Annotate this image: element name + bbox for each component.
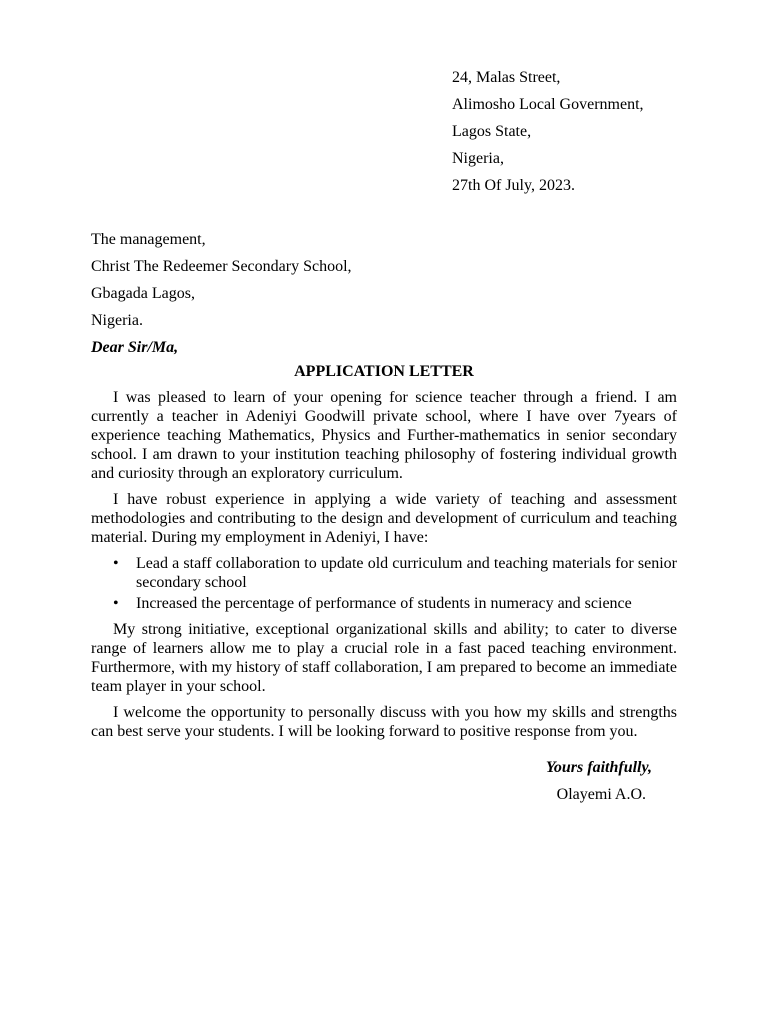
sender-state: Lagos State, xyxy=(452,123,532,140)
bullet-icon: • xyxy=(113,595,119,612)
salutation: Dear Sir/Ma, xyxy=(91,339,179,356)
body-paragraph: I have robust experience in applying a wide variety of teaching and assessment methodologies and contributing to the design and development of curriculum and teaching material. During my employment in Adeniyi, I have: xyxy=(91,491,677,546)
body-paragraph: My strong initiative, exceptional organizational skills and ability; to cater to diverse range of learners allow me to play a crucial role in a fast paced teaching environment. Furthermore, with my history of staff collaboration, I am prepared to become an immediate team player in your school. xyxy=(91,621,677,695)
signature-name: Olayemi A.O. xyxy=(556,786,646,803)
recipient-country: Nigeria. xyxy=(91,312,143,329)
sender-country: Nigeria, xyxy=(452,150,504,167)
bullet-icon: • xyxy=(113,555,119,572)
closing-phrase: Yours faithfully, xyxy=(545,759,652,776)
list-item-text: Increased the percentage of performance of students in numeracy and science xyxy=(136,595,632,612)
sender-lga: Alimosho Local Government, xyxy=(452,96,644,113)
recipient-addressee: The management, xyxy=(91,231,206,248)
recipient-address xyxy=(91,226,352,361)
list-item xyxy=(91,594,677,613)
body-paragraph: I was pleased to learn of your opening for science teacher through a friend. I am currently a teacher in Adeniyi Goodwill private school, where I have over 7years of experience teaching Mathematics, Physics and Further-mathematics in senior secondary school. I am drawn to your institution teaching philosophy of fostering individual growth and curiosity through an exploratory curriculum. xyxy=(91,389,677,482)
letter-date: 27th Of July, 2023. xyxy=(452,177,575,194)
list-item xyxy=(91,554,677,592)
body-paragraph: I welcome the opportunity to personally discuss with you how my skills and strengths can best serve your students. I will be looking forward to positive response from you. xyxy=(91,704,677,740)
letter-body xyxy=(91,361,677,748)
sender-street: 24, Malas Street, xyxy=(452,69,561,86)
recipient-city: Gbagada Lagos, xyxy=(91,285,195,302)
sender-address xyxy=(452,64,644,199)
achievements-list xyxy=(91,554,677,613)
list-item-text: Lead a staff collaboration to update old curriculum and teaching materials for senior secondary school xyxy=(136,555,677,591)
letter-heading: APPLICATION LETTER xyxy=(294,363,474,380)
recipient-school: Christ The Redeemer Secondary School, xyxy=(91,258,352,275)
